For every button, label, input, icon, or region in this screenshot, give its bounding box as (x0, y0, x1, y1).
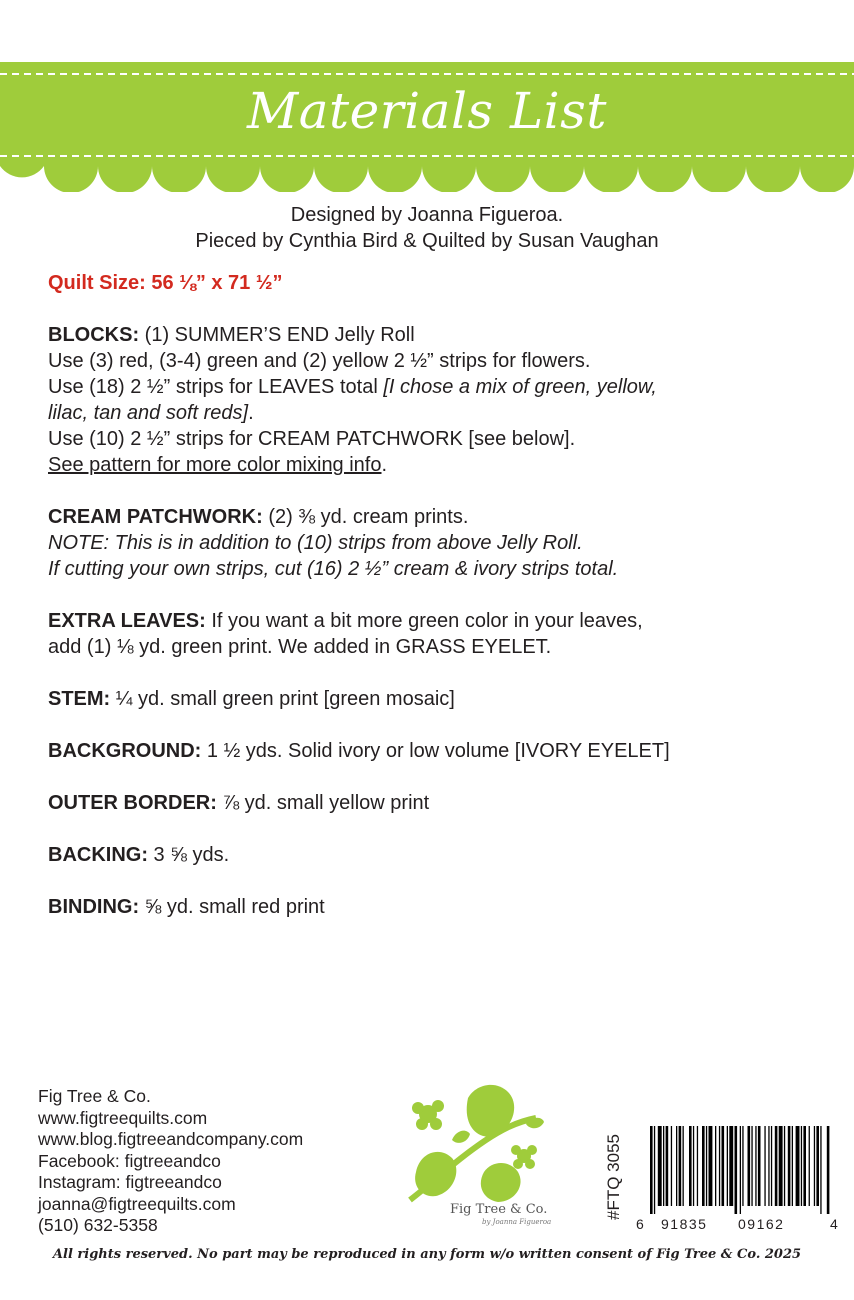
barcode-bar (784, 1126, 785, 1206)
barcode-bar (654, 1126, 655, 1214)
binding-value: ⅝ yd. small red print (139, 896, 325, 918)
barcode-digit-right: 4 (830, 1216, 838, 1232)
blocks-flowers-line: Use (3) red, (3-4) green and (2) yellow 2 ½” strips for flowers. (48, 350, 591, 372)
barcode-bar (748, 1126, 751, 1206)
barcode-bar (650, 1126, 653, 1214)
blocks-cream-line: Use (10) 2 ½” strips for CREAM PATCHWORK [see below]. (48, 428, 576, 450)
pieced-quilted-credit: Pieced by Cynthia Bird & Quilted by Susan Vaughan (195, 230, 659, 252)
barcode-bar (755, 1126, 756, 1206)
barcode-bar (792, 1126, 793, 1206)
barcode-bar (727, 1126, 728, 1206)
outer-border-label: OUTER BORDER: (48, 792, 217, 814)
barcode-bar (768, 1126, 769, 1206)
barcode-group-2: 09162 (738, 1216, 785, 1232)
materials-content (48, 270, 828, 946)
blocks-value: (1) SUMMER’S END Jelly Roll (139, 324, 415, 346)
blocks-leaves-note-cont: lilac, tan and soft reds] (48, 402, 249, 424)
binding-label: BINDING: (48, 896, 140, 918)
barcode-bar (671, 1126, 672, 1206)
barcode-bar (788, 1126, 791, 1206)
barcode-bar (809, 1126, 810, 1206)
barcode-bar (697, 1126, 698, 1206)
barcode-bar (758, 1126, 761, 1206)
barcode-bar (803, 1126, 806, 1206)
barcode-bar (729, 1126, 733, 1206)
color-mixing-link[interactable]: See pattern for more color mixing info (48, 454, 382, 476)
backing-value: 3 ⅝ yds. (148, 844, 230, 866)
barcode-bar (742, 1126, 743, 1206)
blocks-leaves-period: . (248, 402, 254, 424)
cream-patchwork-note: NOTE: This is in addition to (10) strips from above Jelly Roll. (48, 532, 583, 554)
outer-border-section (48, 790, 828, 816)
background-label: BACKGROUND: (48, 740, 202, 762)
barcode-bar (715, 1126, 716, 1206)
barcode-bar (658, 1126, 662, 1206)
binding-section (48, 894, 828, 920)
quilt-size: Quilt Size: 56 ⅛” x 71 ½” (48, 272, 283, 294)
credits (0, 202, 854, 254)
cream-patchwork-value: (2) ⅜ yd. cream prints. (262, 506, 469, 528)
barcode-bar (735, 1126, 738, 1214)
logo-byline: by Joanna Figueroa (482, 1218, 552, 1226)
barcode-bar (693, 1126, 694, 1206)
barcode-bar (751, 1126, 752, 1206)
barcode-bar (820, 1126, 821, 1214)
barcode-bar (796, 1126, 800, 1206)
barcode-bar (719, 1126, 720, 1206)
facebook-handle: Facebook: figtreeandco (38, 1150, 221, 1171)
barcode-bar (663, 1126, 664, 1206)
contact-info (38, 1086, 303, 1237)
copyright-notice: All rights reserved. No part may be reproduced in any form w/o written consent of Fig Tree & Co. 2025 (52, 1247, 802, 1262)
logo-wordmark: Fig Tree & Co. (450, 1202, 548, 1217)
phone-number: (510) 632-5358 (38, 1215, 158, 1235)
company-name: Fig Tree & Co. (38, 1086, 151, 1106)
barcode-bar (775, 1126, 778, 1206)
outer-border-value: ⅞ yd. small yellow print (216, 792, 430, 814)
barcode-digit-left: 6 (636, 1216, 644, 1232)
website-link[interactable]: www.figtreequilts.com (38, 1107, 208, 1128)
barcode-bar (764, 1126, 765, 1206)
sku-number: #FTQ 3055 (604, 1134, 623, 1220)
blocks-section (48, 322, 828, 478)
barcode-bar (689, 1126, 692, 1206)
extra-leaves-label: EXTRA LEAVES: (48, 610, 206, 632)
blocks-label: BLOCKS: (48, 324, 140, 346)
barcode-bar (771, 1126, 772, 1206)
barcode-bar (683, 1126, 684, 1206)
stem-label: STEM: (48, 688, 111, 710)
stem-value: ¼ yd. small green print [green mosaic] (110, 688, 455, 710)
barcode-bar (779, 1126, 783, 1206)
stem-section (48, 686, 828, 712)
barcode-bar (679, 1126, 682, 1206)
backing-label: BACKING: (48, 844, 148, 866)
barcode-bar (827, 1126, 830, 1214)
blocks-leaves-line: Use (18) 2 ½” strips for LEAVES total (48, 376, 384, 398)
barcode-bar (709, 1126, 713, 1206)
blocks-leaves-note: [I chose a mix of green, yellow, (383, 376, 657, 398)
barcode-bar (801, 1126, 802, 1206)
designer-credit: Designed by Joanna Figueroa. (290, 204, 564, 226)
extra-leaves-value: If you want a bit more green color in your leaves, (205, 610, 643, 632)
cream-patchwork-section (48, 504, 828, 582)
barcode-group-1: 91835 (661, 1216, 708, 1232)
blog-link[interactable]: www.blog.figtreeandcompany.com (38, 1129, 304, 1149)
backing-section (48, 842, 828, 868)
instagram-handle: Instagram: figtreeandco (38, 1172, 222, 1192)
email-link[interactable]: joanna@figtreequilts.com (38, 1193, 236, 1214)
color-mixing-period: . (381, 454, 388, 476)
background-section (48, 738, 828, 764)
cream-patchwork-label: CREAM PATCHWORK: (48, 506, 263, 528)
barcode-bar (702, 1126, 705, 1206)
barcode (648, 1126, 830, 1214)
barcode-bar (814, 1126, 815, 1206)
barcode-bar (816, 1126, 819, 1206)
barcode-bar (676, 1126, 677, 1206)
barcode-bar (740, 1126, 741, 1214)
cream-patchwork-note-2: If cutting your own strips, cut (16) 2 ½” cream & ivory strips total. (48, 558, 619, 580)
extra-leaves-line-2: add (1) ⅛ yd. green print. We added in GRASS EYELET. (48, 636, 552, 658)
extra-leaves-section (48, 608, 828, 660)
barcode-bar (666, 1126, 669, 1206)
page-title: Materials List (247, 82, 607, 140)
barcode-bar (722, 1126, 725, 1206)
barcode-bar (706, 1126, 707, 1206)
background-value: 1 ½ yds. Solid ivory or low volume [IVORY EYELET] (201, 740, 670, 762)
